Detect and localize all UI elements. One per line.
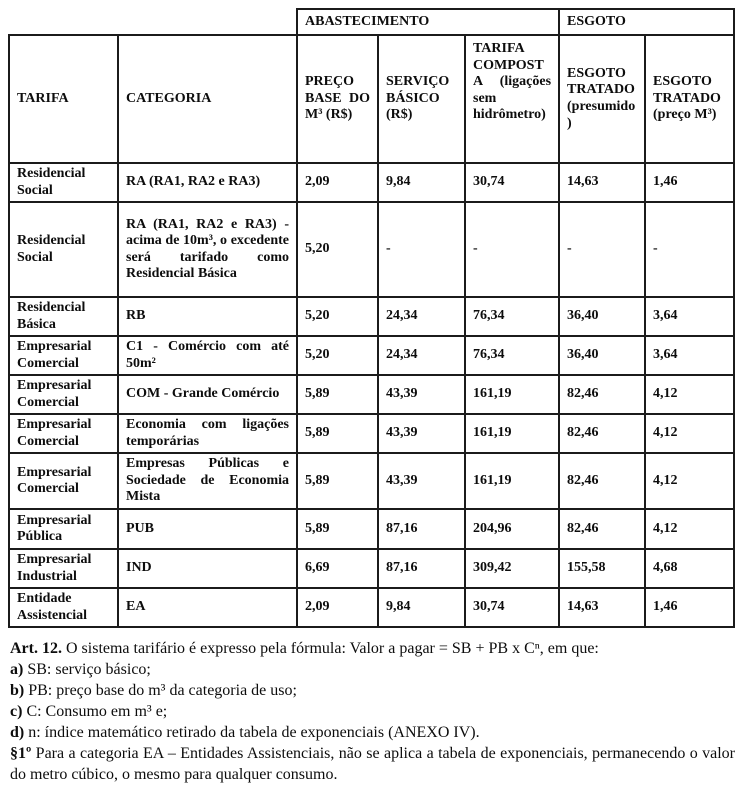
- categoria-cell: COM - Grande Comércio: [118, 375, 297, 414]
- categoria-cell: Empresas Públicas e Sociedade de Economia Mista: [118, 453, 297, 509]
- column-header-esgoto-presumido: ESGOTO TRATADO (presumido): [559, 35, 645, 163]
- empty-corner-cell: [9, 9, 297, 35]
- footnote-label: d): [10, 724, 25, 742]
- table-row: [9, 549, 734, 588]
- preco-base-cell: 5,89: [297, 375, 378, 414]
- categoria-cell: PUB: [118, 509, 297, 549]
- esgoto-preco-m3-cell: 4,12: [645, 453, 734, 509]
- servico-basico-cell: 43,39: [378, 453, 465, 509]
- table-row: [9, 509, 734, 549]
- table-row: [9, 202, 734, 297]
- tarifa-composta-cell: 30,74: [465, 588, 559, 627]
- table-row: [9, 336, 734, 375]
- footnote-d: [10, 723, 735, 744]
- tarifa-cell: Empresarial Pública: [9, 509, 118, 549]
- tarifa-cell: Empresarial Comercial: [9, 375, 118, 414]
- footnote-c: [10, 702, 735, 723]
- esgoto-preco-m3-cell: 4,12: [645, 375, 734, 414]
- footnote-text: PB: preço base do m³ da categoria de uso;: [24, 682, 297, 700]
- tarifa-composta-cell: 161,19: [465, 414, 559, 453]
- column-header-esgoto-preco-m3: ESGOTO TRATADO (preço M³): [645, 35, 734, 163]
- column-header-tarifa: TARIFA: [9, 35, 118, 163]
- esgoto-preco-m3-cell: 3,64: [645, 336, 734, 375]
- esgoto-presumido-cell: 82,46: [559, 453, 645, 509]
- servico-basico-cell: 87,16: [378, 509, 465, 549]
- column-header-preco-base: PREÇO BASE DO M³ (R$): [297, 35, 378, 163]
- footnote-label: §1º: [10, 744, 32, 762]
- tarifa-cell: Residencial Social: [9, 163, 118, 202]
- column-header-categoria: CATEGORIA: [118, 35, 297, 163]
- preco-base-cell: 2,09: [297, 588, 378, 627]
- table-row: [9, 588, 734, 627]
- esgoto-presumido-cell: 14,63: [559, 588, 645, 627]
- servico-basico-cell: 43,39: [378, 414, 465, 453]
- tarifa-cell: Empresarial Comercial: [9, 453, 118, 509]
- footnote-art12: [10, 639, 735, 660]
- preco-base-cell: 5,89: [297, 453, 378, 509]
- preco-base-cell: 2,09: [297, 163, 378, 202]
- footnote-text: SB: serviço básico;: [23, 661, 151, 679]
- group-header-row: [9, 9, 734, 35]
- preco-base-cell: 5,20: [297, 336, 378, 375]
- table-row: [9, 375, 734, 414]
- tarifa-cell: Residencial Social: [9, 202, 118, 297]
- tarifa-composta-cell: 161,19: [465, 453, 559, 509]
- esgoto-preco-m3-cell: 1,46: [645, 588, 734, 627]
- preco-base-cell: 6,69: [297, 549, 378, 588]
- esgoto-preco-m3-cell: -: [645, 202, 734, 297]
- esgoto-presumido-cell: -: [559, 202, 645, 297]
- esgoto-preco-m3-cell: 4,12: [645, 509, 734, 549]
- footnote-label: a): [10, 661, 24, 679]
- column-header-servico-basico: SERVIÇO BÁSICO (R$): [378, 35, 465, 163]
- footnote-a: [10, 660, 735, 681]
- esgoto-presumido-cell: 36,40: [559, 297, 645, 336]
- esgoto-presumido-cell: 14,63: [559, 163, 645, 202]
- group-header-abastecimento: ABASTECIMENTO: [297, 9, 559, 35]
- servico-basico-cell: 9,84: [378, 163, 465, 202]
- esgoto-preco-m3-cell: 4,68: [645, 549, 734, 588]
- categoria-cell: RA (RA1, RA2 e RA3) - acima de 10m³, o excedente será tarifado como Residencial Básica: [118, 202, 297, 297]
- esgoto-presumido-cell: 82,46: [559, 375, 645, 414]
- tarifa-composta-cell: 76,34: [465, 336, 559, 375]
- categoria-cell: EA: [118, 588, 297, 627]
- tariff-table: [8, 8, 735, 628]
- tarifa-composta-cell: 204,96: [465, 509, 559, 549]
- tarifa-cell: Empresarial Industrial: [9, 549, 118, 588]
- esgoto-presumido-cell: 36,40: [559, 336, 645, 375]
- servico-basico-cell: 24,34: [378, 297, 465, 336]
- categoria-cell: C1 - Comércio com até 50m²: [118, 336, 297, 375]
- footnote-b: [10, 681, 735, 702]
- tarifa-composta-cell: -: [465, 202, 559, 297]
- group-header-esgoto: ESGOTO: [559, 9, 734, 35]
- esgoto-presumido-cell: 82,46: [559, 414, 645, 453]
- esgoto-preco-m3-cell: 4,12: [645, 414, 734, 453]
- esgoto-preco-m3-cell: 3,64: [645, 297, 734, 336]
- tarifa-composta-cell: 30,74: [465, 163, 559, 202]
- servico-basico-cell: 43,39: [378, 375, 465, 414]
- table-row: [9, 414, 734, 453]
- preco-base-cell: 5,20: [297, 297, 378, 336]
- footnote-label: c): [10, 703, 23, 721]
- footnote-text: n: índice matemático retirado da tabela de exponenciais (ANEXO IV).: [24, 724, 480, 742]
- servico-basico-cell: 9,84: [378, 588, 465, 627]
- categoria-cell: RA (RA1, RA2 e RA3): [118, 163, 297, 202]
- preco-base-cell: 5,89: [297, 509, 378, 549]
- preco-base-cell: 5,89: [297, 414, 378, 453]
- esgoto-presumido-cell: 82,46: [559, 509, 645, 549]
- footnote-text: Para a categoria EA – Entidades Assistenciais, não se aplica a tabela de exponenciais, permanecendo o valor do metro cúbico, o mesmo para qualquer consumo.: [10, 744, 735, 783]
- servico-basico-cell: -: [378, 202, 465, 297]
- servico-basico-cell: 87,16: [378, 549, 465, 588]
- categoria-cell: RB: [118, 297, 297, 336]
- preco-base-cell: 5,20: [297, 202, 378, 297]
- tarifa-composta-cell: 309,42: [465, 549, 559, 588]
- categoria-cell: IND: [118, 549, 297, 588]
- footnote-label: Art. 12.: [10, 640, 62, 658]
- table-row: [9, 297, 734, 336]
- tarifa-cell: Empresarial Comercial: [9, 414, 118, 453]
- categoria-cell: Economia com ligações temporárias: [118, 414, 297, 453]
- footnote-paragraph-1: [10, 744, 735, 786]
- footnote-text: O sistema tarifário é expresso pela fórmula: Valor a pagar = SB + PB x Cⁿ, em que:: [61, 640, 599, 658]
- column-header-row: [9, 35, 734, 163]
- footnote-label: b): [10, 682, 25, 700]
- tarifa-cell: Entidade Assistencial: [9, 588, 118, 627]
- footnotes: [10, 639, 735, 786]
- tarifa-composta-cell: 76,34: [465, 297, 559, 336]
- esgoto-presumido-cell: 155,58: [559, 549, 645, 588]
- esgoto-preco-m3-cell: 1,46: [645, 163, 734, 202]
- servico-basico-cell: 24,34: [378, 336, 465, 375]
- table-row: [9, 163, 734, 202]
- column-header-tarifa-composta: TARIFA COMPOSTA (ligações sem hidrômetro): [465, 35, 559, 163]
- tarifa-composta-cell: 161,19: [465, 375, 559, 414]
- footnote-text: C: Consumo em m³ e;: [22, 703, 168, 721]
- table-row: [9, 453, 734, 509]
- tarifa-cell: Residencial Básica: [9, 297, 118, 336]
- tarifa-cell: Empresarial Comercial: [9, 336, 118, 375]
